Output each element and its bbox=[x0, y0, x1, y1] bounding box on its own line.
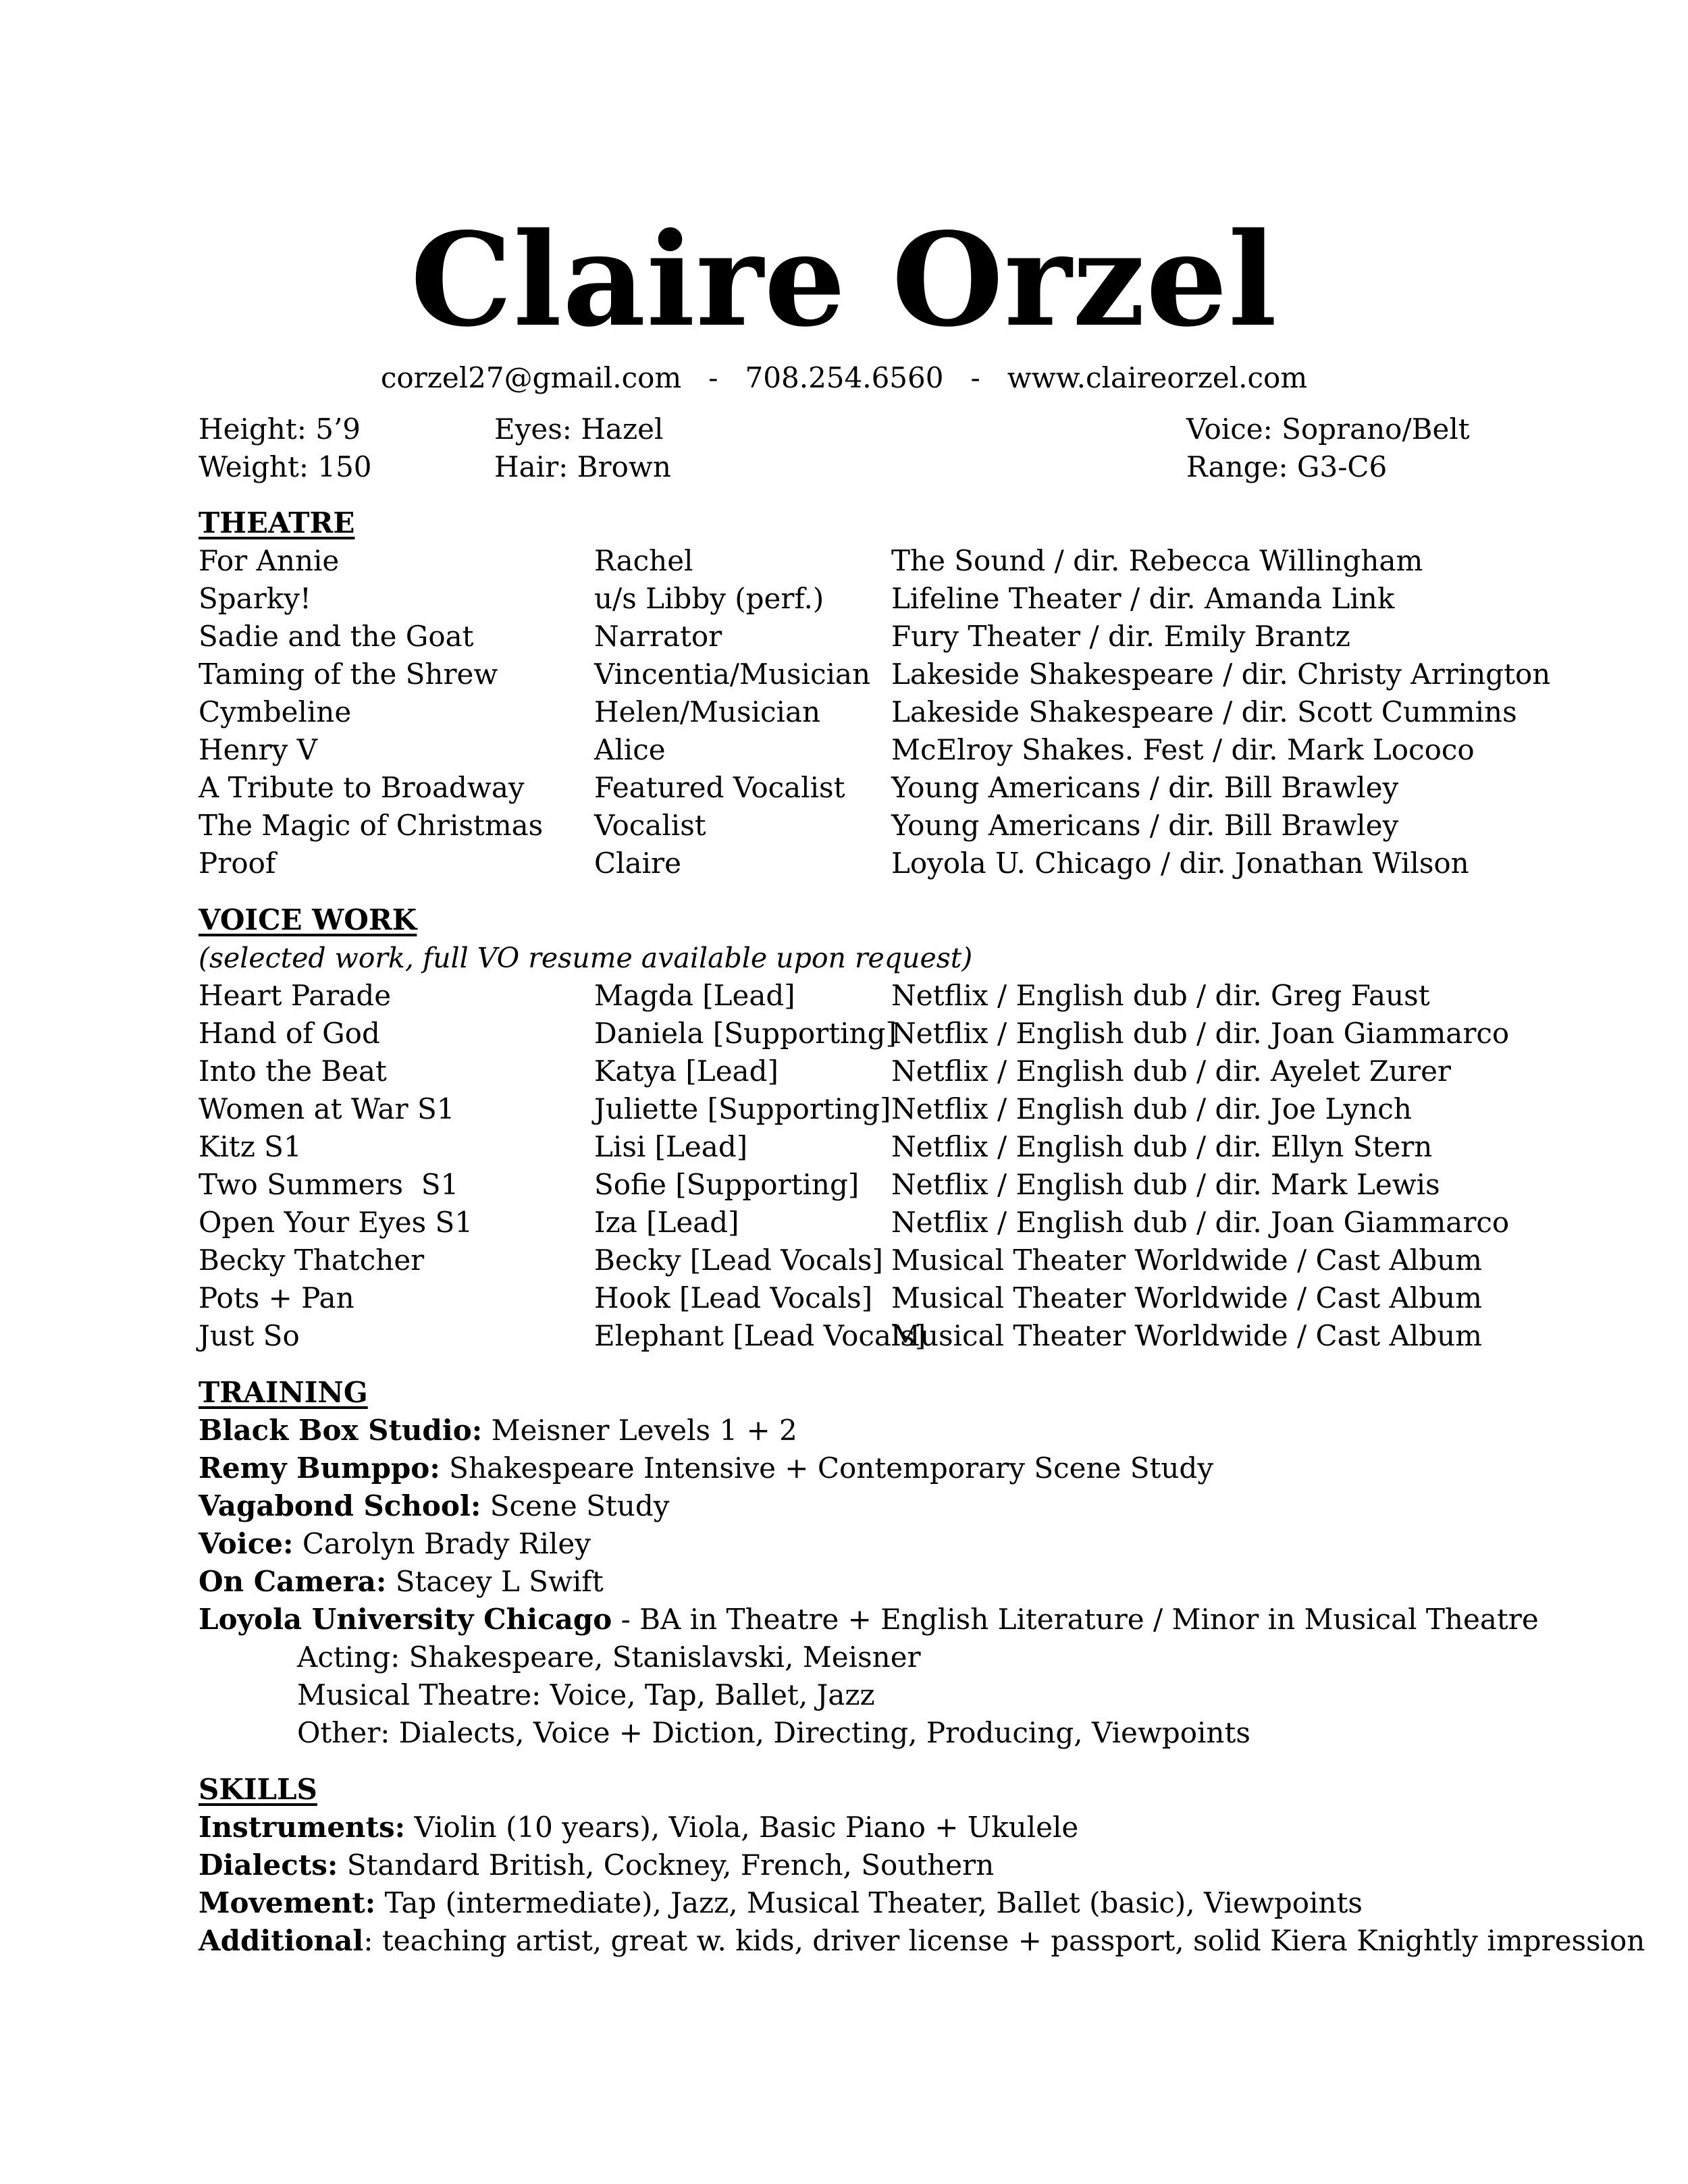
skills-entry bbox=[199, 1884, 1363, 1922]
theatre-heading: THEATRE bbox=[199, 506, 355, 539]
credit-company: The Sound / dir. Rebecca Willingham bbox=[891, 544, 1423, 577]
credit-role: Iza [Lead] bbox=[594, 1206, 739, 1239]
training-label: Black Box Studio: bbox=[199, 1414, 483, 1447]
credit-company: Loyola U. Chicago / dir. Jonathan Wilson bbox=[891, 847, 1469, 880]
skills-entry bbox=[199, 1922, 1645, 1960]
credit-company: Netflix / English dub / dir. Mark Lewis bbox=[891, 1168, 1440, 1201]
contact-separator: - bbox=[708, 361, 718, 394]
training-text: - BA in Theatre + English Literature / Minor in Musical Theatre bbox=[612, 1603, 1539, 1636]
credit-company: Musical Theater Worldwide / Cast Album bbox=[891, 1319, 1482, 1352]
theatre-row bbox=[0, 656, 1688, 693]
voice-work-row bbox=[0, 1317, 1688, 1355]
credit-company: Fury Theater / dir. Emily Brantz bbox=[891, 620, 1350, 653]
credit-title: The Magic of Christmas bbox=[199, 809, 544, 842]
skills-entry bbox=[199, 1809, 1078, 1846]
credit-role: Becky [Lead Vocals] bbox=[594, 1244, 883, 1277]
voice-work-row bbox=[0, 1204, 1688, 1242]
credit-role: Helen/Musician bbox=[594, 695, 821, 728]
credit-company: Netflix / English dub / dir. Joan Giammarco bbox=[891, 1206, 1510, 1239]
voice-work-row bbox=[0, 1166, 1688, 1204]
credit-company: Netflix / English dub / dir. Joe Lynch bbox=[891, 1092, 1412, 1125]
credit-role: Vocalist bbox=[594, 809, 706, 842]
theatre-row bbox=[0, 542, 1688, 580]
contact-line bbox=[0, 358, 1688, 398]
stat-range: Range: G3-C6 bbox=[1186, 450, 1388, 483]
credit-title: Pots + Pan bbox=[199, 1281, 354, 1314]
training-label: Vagabond School: bbox=[199, 1489, 481, 1522]
training-entry bbox=[199, 1601, 1539, 1639]
training-sub-item: Acting: Shakespeare, Stanislavski, Meisner bbox=[297, 1641, 921, 1674]
credit-company: Netflix / English dub / dir. Ayelet Zurer bbox=[891, 1055, 1452, 1088]
stat-weight: Weight: 150 bbox=[199, 450, 372, 483]
theatre-row bbox=[0, 693, 1688, 731]
training-sub-item: Musical Theatre: Voice, Tap, Ballet, Jazz bbox=[297, 1678, 875, 1711]
theatre-row bbox=[0, 580, 1688, 618]
credit-role: Vincentia/Musician bbox=[594, 658, 871, 691]
voice-work-row bbox=[0, 1279, 1688, 1317]
credit-title: Taming of the Shrew bbox=[199, 658, 498, 691]
credit-company: Lakeside Shakespeare / dir. Scott Cummins bbox=[891, 695, 1517, 728]
voice-work-heading: VOICE WORK bbox=[199, 903, 417, 936]
credit-role: Daniela [Supporting] bbox=[594, 1017, 897, 1050]
credit-title: Kitz S1 bbox=[199, 1130, 302, 1163]
training-text: Shakespeare Intensive + Contemporary Scene Study bbox=[440, 1451, 1214, 1485]
credit-company: Young Americans / dir. Bill Brawley bbox=[891, 809, 1399, 842]
skills-label: Instruments: bbox=[199, 1811, 406, 1844]
credit-role: u/s Libby (perf.) bbox=[594, 582, 824, 615]
credit-title: Sparky! bbox=[199, 582, 311, 615]
voice-work-row bbox=[0, 977, 1688, 1015]
theatre-row bbox=[0, 769, 1688, 807]
theatre-row bbox=[0, 731, 1688, 769]
credit-company: Netflix / English dub / dir. Ellyn Stern bbox=[891, 1130, 1433, 1163]
credit-role: Lisi [Lead] bbox=[594, 1130, 748, 1163]
training-text: Carolyn Brady Riley bbox=[293, 1527, 591, 1560]
training-label: Loyola University Chicago bbox=[199, 1603, 612, 1636]
credit-company: Musical Theater Worldwide / Cast Album bbox=[891, 1281, 1482, 1314]
training-text: Stacey L Swift bbox=[386, 1565, 604, 1598]
credit-title: Two Summers S1 bbox=[199, 1168, 459, 1201]
credit-company: Musical Theater Worldwide / Cast Album bbox=[891, 1244, 1482, 1277]
credit-role: Narrator bbox=[594, 620, 722, 653]
training-text: Scene Study bbox=[481, 1489, 670, 1522]
stat-eyes: Eyes: Hazel bbox=[494, 412, 664, 446]
training-text: Meisner Levels 1 + 2 bbox=[482, 1414, 797, 1447]
skills-entry bbox=[199, 1846, 994, 1884]
credit-role: Hook [Lead Vocals] bbox=[594, 1281, 873, 1314]
voice-work-row bbox=[0, 1128, 1688, 1166]
credit-title: Into the Beat bbox=[199, 1055, 387, 1088]
training-sub-item: Other: Dialects, Voice + Diction, Directing, Producing, Viewpoints bbox=[297, 1716, 1250, 1749]
contact-email: corzel27@gmail.com bbox=[380, 361, 682, 394]
voice-work-row bbox=[0, 1242, 1688, 1279]
skills-text: Standard British, Cockney, French, Southern bbox=[338, 1848, 995, 1882]
credit-title: Hand of God bbox=[199, 1017, 380, 1050]
theatre-row bbox=[0, 618, 1688, 656]
credit-role: Alice bbox=[594, 733, 666, 766]
training-entry bbox=[199, 1449, 1213, 1487]
theatre-row bbox=[0, 807, 1688, 845]
credit-company: Lakeside Shakespeare / dir. Christy Arrington bbox=[891, 658, 1551, 691]
credit-role: Elephant [Lead Vocals] bbox=[594, 1319, 926, 1352]
skills-label: Additional bbox=[199, 1924, 364, 1957]
credit-title: Henry V bbox=[199, 733, 318, 766]
skills-text: Tap (intermediate), Jazz, Musical Theater, Ballet (basic), Viewpoints bbox=[375, 1886, 1363, 1919]
training-label: On Camera: bbox=[199, 1565, 387, 1598]
resume-name: Claire Orzel bbox=[410, 205, 1278, 355]
credit-role: Juliette [Supporting] bbox=[594, 1092, 891, 1125]
credit-title: Women at War S1 bbox=[199, 1092, 455, 1125]
skills-heading: SKILLS bbox=[199, 1773, 317, 1806]
skills-label: Dialects: bbox=[199, 1848, 338, 1882]
credit-role: Magda [Lead] bbox=[594, 979, 795, 1012]
credit-company: Young Americans / dir. Bill Brawley bbox=[891, 771, 1399, 804]
training-entry bbox=[199, 1525, 591, 1563]
stat-hair: Hair: Brown bbox=[494, 450, 671, 483]
voice-work-row bbox=[0, 1053, 1688, 1090]
stat-voice: Voice: Soprano/Belt bbox=[1186, 412, 1470, 446]
skills-label: Movement: bbox=[199, 1886, 376, 1919]
training-heading: TRAINING bbox=[199, 1376, 368, 1409]
skills-text: Violin (10 years), Viola, Basic Piano + Ukulele bbox=[405, 1811, 1079, 1844]
credit-title: Sadie and the Goat bbox=[199, 620, 474, 653]
contact-separator: - bbox=[970, 361, 980, 394]
credit-role: Katya [Lead] bbox=[594, 1055, 779, 1088]
credit-title: Proof bbox=[199, 847, 276, 880]
training-entry bbox=[199, 1563, 604, 1601]
training-entry bbox=[199, 1487, 669, 1525]
training-label: Remy Bumppo: bbox=[199, 1451, 440, 1485]
training-label: Voice: bbox=[199, 1527, 294, 1560]
skills-text: : teaching artist, great w. kids, driver license + passport, solid Kiera Knightly impression bbox=[363, 1924, 1645, 1957]
credit-company: Lifeline Theater / dir. Amanda Link bbox=[891, 582, 1395, 615]
credit-title: Open Your Eyes S1 bbox=[199, 1206, 473, 1239]
theatre-row bbox=[0, 845, 1688, 882]
training-entry bbox=[199, 1412, 797, 1449]
credit-title: Cymbeline bbox=[199, 695, 352, 728]
credit-role: Featured Vocalist bbox=[594, 771, 845, 804]
credit-title: Becky Thatcher bbox=[199, 1244, 425, 1277]
credit-company: McElroy Shakes. Fest / dir. Mark Lococo bbox=[891, 733, 1475, 766]
voice-work-row bbox=[0, 1015, 1688, 1053]
credit-title: Just So bbox=[199, 1319, 300, 1352]
credit-role: Claire bbox=[594, 847, 681, 880]
contact-website: www.claireorzel.com bbox=[1007, 361, 1308, 394]
credit-role: Sofie [Supporting] bbox=[594, 1168, 860, 1201]
credit-role: Rachel bbox=[594, 544, 693, 577]
stat-height: Height: 5’9 bbox=[199, 412, 361, 446]
voice-work-note: (selected work, full VO resume available upon request) bbox=[199, 942, 973, 974]
credit-title: Heart Parade bbox=[199, 979, 392, 1012]
credit-title: For Annie bbox=[199, 544, 340, 577]
voice-work-row bbox=[0, 1090, 1688, 1128]
credit-company: Netflix / English dub / dir. Joan Giammarco bbox=[891, 1017, 1510, 1050]
credit-title: A Tribute to Broadway bbox=[199, 771, 525, 804]
credit-company: Netflix / English dub / dir. Greg Faust bbox=[891, 979, 1430, 1012]
contact-phone: 708.254.6560 bbox=[745, 361, 944, 394]
